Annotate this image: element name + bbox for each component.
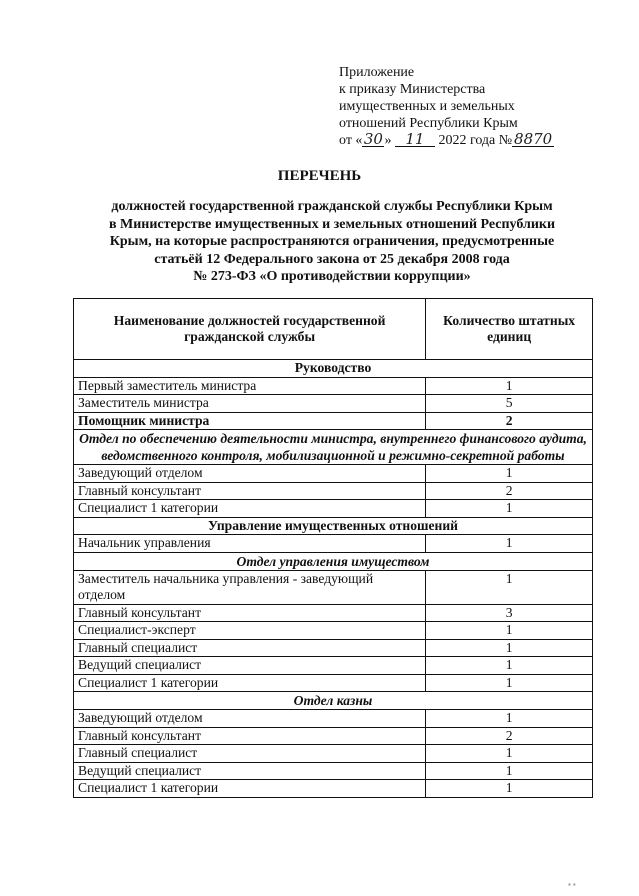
staff-count: 1	[426, 745, 593, 763]
staff-count: 3	[426, 604, 593, 622]
table-row	[74, 639, 593, 657]
handwritten-day: 30	[363, 130, 383, 148]
position-name: Помощник министра	[74, 412, 426, 430]
section-header-row	[74, 360, 593, 378]
staff-count: 1	[426, 500, 593, 518]
year-text: 2022 года №	[438, 133, 513, 148]
position-name: Главный консультант	[74, 604, 426, 622]
subtitle-line: должностей государственной гражданской службы Республики Крым	[111, 199, 553, 214]
position-name: Специалист 1 категории	[74, 780, 426, 798]
position-name: Специалист 1 категории	[74, 500, 426, 518]
staff-count: 2	[426, 727, 593, 745]
unit-title: Отдел по обеспечению деятельности министра, внутреннего финансового аудита, ведомственного контроля, мобилизационной и режимно-секретной работы	[74, 430, 593, 465]
appendix-line: имущественных и земельных	[339, 99, 515, 114]
table-row	[74, 745, 593, 763]
position-name: Начальник управления	[74, 535, 426, 553]
table-row	[74, 412, 593, 430]
positions-table	[73, 298, 593, 798]
position-name: Ведущий специалист	[74, 657, 426, 675]
appendix-line: Приложение	[339, 65, 415, 80]
subtitle-line: в Министерстве имущественных и земельных отношений Республики	[108, 216, 556, 232]
appendix-line: отношений Республики Крым	[339, 116, 518, 131]
appendix-date-line	[339, 132, 554, 149]
scan-mark: ▪ ▪	[568, 880, 576, 889]
document-title: ПЕРЕЧЕНЬ	[277, 168, 362, 184]
subtitle-line: Крым, на которые распространяются ограничения, предусмотренные	[109, 234, 555, 249]
handwritten-order-number: 8870	[514, 130, 553, 148]
table-row	[74, 604, 593, 622]
position-name: Заведующий отделом	[74, 710, 426, 728]
staff-count: 1	[426, 657, 593, 675]
staff-count: 1	[426, 570, 593, 604]
unit-header-row	[74, 692, 593, 710]
header-name-cell: Наименование должностей государственной гражданской службы	[74, 299, 426, 360]
position-name: Специалист 1 категории	[74, 674, 426, 692]
table-row	[74, 674, 593, 692]
staff-count: 1	[426, 465, 593, 483]
position-name: Главный специалист	[74, 639, 426, 657]
position-name: Специалист-эксперт	[74, 622, 426, 640]
table-row	[74, 780, 593, 798]
table-row	[74, 377, 593, 395]
position-name: Главный специалист	[74, 745, 426, 763]
position-name: Ведущий специалист	[74, 762, 426, 780]
appendix-block	[339, 64, 554, 149]
handwritten-month: 11	[395, 132, 435, 147]
position-name: Заместитель начальника управления - заведующий отделом	[74, 570, 426, 604]
table-row	[74, 395, 593, 413]
staff-count: 2	[426, 482, 593, 500]
table-row	[74, 762, 593, 780]
position-name: Заведующий отделом	[74, 465, 426, 483]
staff-count: 1	[426, 762, 593, 780]
subtitle-line: № 273-ФЗ «О противодействии коррупции»	[193, 269, 471, 284]
staff-count: 1	[426, 622, 593, 640]
staff-count: 5	[426, 395, 593, 413]
section-header-row	[74, 517, 593, 535]
subtitle-line: статьёй 12 Федерального закона от 25 декабря 2008 года	[154, 251, 510, 267]
unit-header-row	[74, 552, 593, 570]
section-title: Управление имущественных отношений	[74, 517, 593, 535]
table-row	[74, 570, 593, 604]
header-count-cell: Количество штатных единиц	[426, 299, 593, 360]
table-row	[74, 482, 593, 500]
quote-close: »	[384, 133, 392, 148]
table-row	[74, 727, 593, 745]
table-row	[74, 710, 593, 728]
unit-header-row	[74, 430, 593, 465]
position-name: Первый заместитель министра	[74, 377, 426, 395]
table-row	[74, 657, 593, 675]
position-name: Главный консультант	[74, 482, 426, 500]
unit-title: Отдел управления имуществом	[74, 552, 593, 570]
table-row	[74, 535, 593, 553]
staff-count: 1	[426, 710, 593, 728]
appendix-line: к приказу Министерства	[339, 82, 486, 97]
section-title: Руководство	[74, 360, 593, 378]
table-row	[74, 465, 593, 483]
table-row	[74, 622, 593, 640]
staff-count: 2	[426, 412, 593, 430]
position-name: Главный консультант	[74, 727, 426, 745]
document-subtitle	[72, 198, 592, 286]
table-header-row	[74, 299, 593, 360]
position-name: Заместитель министра	[74, 395, 426, 413]
staff-count: 1	[426, 535, 593, 553]
unit-title: Отдел казны	[74, 692, 593, 710]
table-row	[74, 500, 593, 518]
staff-count: 1	[426, 377, 593, 395]
date-prefix: от «	[339, 133, 363, 148]
staff-count: 1	[426, 639, 593, 657]
staff-count: 1	[426, 674, 593, 692]
staff-count: 1	[426, 780, 593, 798]
